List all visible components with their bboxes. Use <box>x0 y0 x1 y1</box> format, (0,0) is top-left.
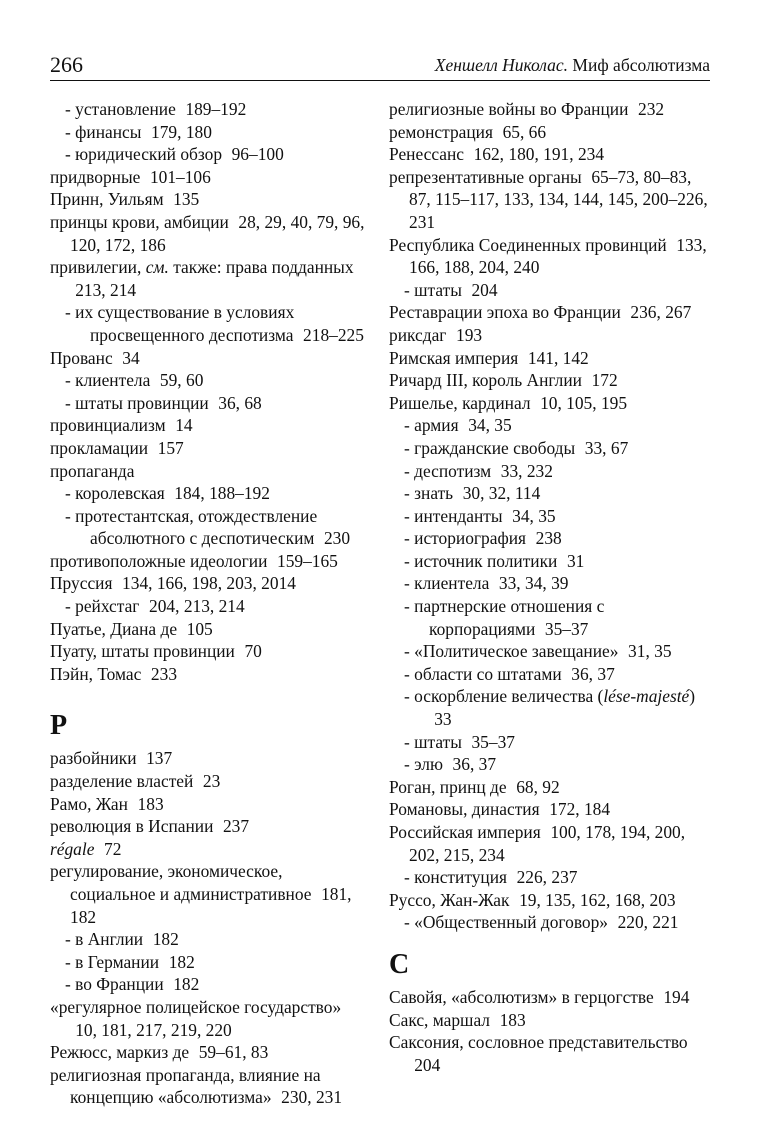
entry-pages: 105 <box>186 618 213 639</box>
entry-term: штаты провинции <box>75 392 209 413</box>
index-column-right <box>389 98 711 1076</box>
entry-pages: 230 <box>323 528 351 549</box>
index-subentry <box>389 663 711 686</box>
entry-pages: 141, 142 <box>527 347 589 368</box>
entry-pages: 33 <box>434 709 452 730</box>
entry-term: прокламации <box>50 437 149 458</box>
entry-term: протестантская, отождествление абсолютного с деспотическим <box>75 505 318 549</box>
entry-pages: 172 <box>591 370 618 391</box>
index-subentry <box>50 482 368 505</box>
index-entry <box>389 1031 711 1076</box>
entry-pages: 31, 35 <box>628 641 672 662</box>
index-entry <box>50 414 368 437</box>
index-entry <box>50 770 368 793</box>
index-subentry <box>389 753 711 776</box>
entry-term: Ришелье, кардинал <box>389 392 531 413</box>
index-entry <box>50 996 368 1041</box>
entry-term: Ренессанс <box>389 144 465 165</box>
entry-pages: 96–100 <box>231 144 284 165</box>
index-entry <box>389 347 711 370</box>
entry-pages: 194 <box>663 986 690 1007</box>
index-subentry <box>389 640 711 663</box>
index-entry <box>389 798 711 821</box>
index-entry <box>389 986 711 1009</box>
entry-pages: 36, 37 <box>571 663 615 684</box>
entry-term: Руссо, Жан-Жак <box>389 889 510 910</box>
entry-pages: 30, 32, 114 <box>462 483 541 504</box>
index-entry <box>50 793 368 816</box>
entry-term: штаты <box>414 279 462 300</box>
entry-term: штаты <box>414 731 462 752</box>
entry-pages: 189–192 <box>185 99 247 119</box>
entry-pages: 162, 180, 191, 234 <box>473 144 605 165</box>
entry-term-italic: см. <box>145 257 169 278</box>
entry-term: интенданты <box>414 505 503 526</box>
index-entry <box>389 889 711 912</box>
entry-term: источник политики <box>414 550 558 571</box>
entry-pages: 33, 67 <box>584 437 629 458</box>
entry-term: Сакс, маршал <box>389 1009 490 1030</box>
entry-term: пропаганда <box>50 460 135 481</box>
index-entry <box>389 1009 711 1032</box>
index-entry <box>389 143 711 166</box>
entry-pages: 230, 231 <box>281 1087 343 1108</box>
index-subentry <box>50 392 368 415</box>
entry-term: ремонстрация <box>389 121 493 142</box>
index-entry <box>389 821 711 866</box>
index-entry <box>50 860 368 928</box>
entry-pages: 35–37 <box>471 731 515 752</box>
index-entry <box>389 301 711 324</box>
entry-term: Римская империя <box>389 347 519 368</box>
index-entry <box>389 776 711 799</box>
index-entry <box>50 815 368 838</box>
entry-pages: 33, 34, 39 <box>498 573 569 594</box>
index-entry <box>50 838 368 861</box>
entry-term: в Англии <box>75 929 144 950</box>
entry-term: во Франции <box>75 974 164 995</box>
entry-term: гражданские свободы <box>414 437 576 458</box>
entry-term: Принн, Уильям <box>50 189 164 210</box>
index-entry <box>50 747 368 770</box>
entry-term: Режюсс, маркиз де <box>50 1042 190 1063</box>
index-entry <box>50 572 368 595</box>
entry-pages: 134, 166, 198, 203, 2014 <box>122 573 296 594</box>
entry-pages: 34, 35 <box>512 505 556 526</box>
entry-pages: 182 <box>173 974 200 995</box>
index-subentry <box>389 550 711 573</box>
entry-pages: 204 <box>471 279 498 300</box>
entry-pages: 182 <box>168 951 195 972</box>
index-entry <box>50 166 368 189</box>
index-subentry <box>389 685 711 730</box>
entry-pages: 100, 178, 194, 200, 202, 215, 234 <box>409 822 686 865</box>
entry-pages: 68, 92 <box>516 776 560 797</box>
index-subentry <box>50 951 368 974</box>
entry-pages: 236, 267 <box>630 302 692 323</box>
index-entry <box>50 256 368 301</box>
entry-term: религиозные войны во Франции <box>389 99 629 119</box>
index-entry <box>50 618 368 641</box>
page-number: 266 <box>50 52 83 77</box>
index-entry <box>389 98 711 121</box>
entry-pages: 232 <box>638 99 665 119</box>
entry-pages: 159–165 <box>277 550 338 571</box>
entry-term: «Общественный договор» <box>414 912 609 933</box>
entry-term: провинциализм <box>50 415 166 436</box>
entry-term: королевская <box>75 483 165 504</box>
entry-term: Реставрации эпоха во Франции <box>389 302 621 323</box>
index-entry <box>389 369 711 392</box>
index-entry <box>50 640 368 663</box>
entry-term: Ричард III, король Англии <box>389 370 582 391</box>
entry-term: «Политическое завещание» <box>414 641 619 662</box>
entry-pages: 204 <box>414 1054 441 1075</box>
entry-pages: 101–106 <box>149 166 211 187</box>
entry-pages: 157 <box>157 437 184 458</box>
entry-pages: 181, 182 <box>70 884 352 927</box>
entry-pages: 183 <box>137 793 164 814</box>
index-entry <box>50 437 368 460</box>
index-subentry <box>389 731 711 754</box>
index-letter-heading: Р <box>50 710 68 742</box>
index-letter-heading: С <box>389 948 410 980</box>
index-subentry <box>50 369 368 392</box>
index-subentry <box>389 911 711 934</box>
entry-pages: 179, 180 <box>151 121 212 142</box>
entry-pages: 172, 184 <box>549 799 611 820</box>
entry-term: Российская империя <box>389 822 541 842</box>
entry-term: оскорбление величества ( <box>414 686 604 707</box>
entry-pages: 213, 214 <box>75 279 137 300</box>
entry-term: противоположные идеологии <box>50 550 268 571</box>
entry-term: Рамо, Жан <box>50 793 128 814</box>
entry-term-italic: lése-majesté <box>603 686 690 707</box>
index-subentry <box>389 595 711 640</box>
index-subentry <box>50 143 368 166</box>
running-title-book: Миф абсолютизма <box>568 55 710 75</box>
index-subentry <box>389 866 711 889</box>
index-entry <box>50 188 368 211</box>
entry-pages: 36, 37 <box>452 754 497 775</box>
entry-term: Республика Соединенных провинций <box>389 234 667 255</box>
index-entry <box>389 392 711 415</box>
entry-pages: 59–61, 83 <box>198 1042 269 1063</box>
entry-pages: 31 <box>566 550 585 571</box>
index-entry <box>389 324 711 347</box>
entry-pages: 34, 35 <box>468 415 512 436</box>
entry-term: деспотизм <box>414 460 492 481</box>
entry-pages: 135 <box>173 189 200 210</box>
entry-term-continued: также: права подданных <box>173 257 354 278</box>
entry-term: клиентела <box>414 573 490 594</box>
entry-term: революция в Испании <box>50 816 214 837</box>
entry-term: репрезентативные органы <box>389 166 582 187</box>
entry-pages: 19, 135, 162, 168, 203 <box>519 889 676 910</box>
running-title-author: Хеншелл Николас. <box>434 55 569 75</box>
entry-pages: 35–37 <box>544 618 589 639</box>
entry-pages: 65, 66 <box>502 121 547 142</box>
entry-term: «регулярное полицейское государство» <box>50 996 342 1017</box>
entry-term: историография <box>414 528 527 549</box>
index-entry <box>50 1041 368 1064</box>
index-subentry <box>389 572 711 595</box>
index-subentry <box>389 527 711 550</box>
entry-pages: 137 <box>146 748 173 769</box>
entry-pages: 23 <box>202 771 221 792</box>
entry-pages: 36, 68 <box>218 392 262 413</box>
entry-term: Романовы, династия <box>389 799 540 820</box>
entry-pages: 233 <box>150 663 178 684</box>
index-column-left <box>50 98 368 1109</box>
entry-term: знать <box>414 483 454 504</box>
entry-term: принцы крови, амбиции <box>50 211 229 232</box>
entry-term: Савойя, «абсолютизм» в герцогстве <box>389 986 654 1007</box>
index-subentry <box>50 928 368 951</box>
index-entry <box>50 460 368 483</box>
entry-pages: 34 <box>122 347 140 368</box>
entry-term: Пэйн, Томас <box>50 663 142 684</box>
entry-pages: 184, 188–192 <box>174 483 270 504</box>
entry-term: их существование в условиях просвещенного деспотизма <box>75 302 295 345</box>
index-subentry <box>389 460 711 483</box>
entry-term: придворные <box>50 166 141 187</box>
index-entry <box>50 211 368 256</box>
entry-pages: 182 <box>152 929 179 950</box>
index-subentry <box>50 505 368 550</box>
entry-term: юридический обзор <box>75 144 223 165</box>
entry-pages: 133, 166, 188, 204, 240 <box>409 234 707 278</box>
index-subentry <box>389 437 711 460</box>
entry-pages: 237 <box>222 816 250 837</box>
entry-pages: 226, 237 <box>516 867 578 888</box>
entry-term: разбойники <box>50 748 137 769</box>
entry-pages: 59, 60 <box>159 370 204 391</box>
index-subentry <box>389 482 711 505</box>
index-entry <box>50 347 368 370</box>
index-entry <box>50 663 368 686</box>
entry-pages: 28, 29, 40, 79, 96, 120, 172, 186 <box>70 211 365 255</box>
header-rule <box>50 80 710 81</box>
entry-pages: 70 <box>244 641 262 662</box>
entry-term: регулирование, экономическое, социальное и административное <box>50 861 312 904</box>
entry-pages: 14 <box>175 415 193 436</box>
entry-term: Пруссия <box>50 573 113 594</box>
entry-term: Прованс <box>50 347 113 368</box>
entry-term: Пуату, штаты провинции <box>50 641 235 662</box>
entry-pages: 204, 213, 214 <box>149 596 245 617</box>
page-header <box>50 52 710 78</box>
entry-pages: 65–73, 80–83, 87, 115–117, 133, 134, 144, 145, 200–226, 231 <box>409 166 708 232</box>
entry-term: партнерские отношения с корпорациями <box>414 596 605 639</box>
index-subentry <box>389 505 711 528</box>
entry-term: Роган, принц де <box>389 776 507 797</box>
entry-pages: 220, 221 <box>617 912 679 933</box>
entry-pages: 33, 232 <box>500 460 553 481</box>
index-entry <box>389 121 711 144</box>
entry-term: финансы <box>75 121 142 142</box>
entry-term: рейхстаг <box>75 596 140 617</box>
entry-pages: 10, 105, 195 <box>540 392 628 413</box>
entry-pages: 238 <box>535 528 562 549</box>
entry-term: религиозная пропаганда, влияние на концепцию «абсолютизма» <box>50 1064 321 1108</box>
index-subentry <box>50 121 368 144</box>
index-subentry <box>50 98 368 121</box>
entry-term: привилегии, <box>50 257 142 278</box>
entry-term: риксдаг <box>389 324 447 345</box>
entry-pages: 72 <box>104 838 122 859</box>
entry-pages: 193 <box>456 324 483 345</box>
index-subentry <box>50 301 368 346</box>
index-subentry <box>389 279 711 302</box>
index-entry <box>50 1064 368 1109</box>
entry-term: в Германии <box>75 951 160 972</box>
entry-term: régale <box>50 838 95 859</box>
entry-term: армия <box>414 415 459 436</box>
entry-term: установление <box>75 99 176 119</box>
index-subentry <box>50 595 368 618</box>
entry-term: конституция <box>414 867 508 888</box>
index-subentry <box>389 414 711 437</box>
running-title <box>435 54 710 76</box>
entry-term: элю <box>414 754 443 775</box>
index-subentry <box>50 973 368 996</box>
entry-term: клиентела <box>75 370 151 391</box>
entry-pages: 10, 181, 217, 219, 220 <box>75 1019 232 1040</box>
entry-term: разделение властей <box>50 771 194 792</box>
entry-term: Пуатье, Диана де <box>50 618 178 639</box>
index-entry <box>389 234 711 279</box>
index-entry <box>389 166 711 234</box>
entry-term-continued: ) <box>689 686 696 707</box>
entry-term: Саксония, сословное представительство <box>389 1032 688 1053</box>
entry-term: области со штатами <box>414 663 562 684</box>
index-entry <box>50 550 368 573</box>
entry-pages: 183 <box>499 1009 526 1030</box>
entry-pages: 218–225 <box>303 324 364 345</box>
